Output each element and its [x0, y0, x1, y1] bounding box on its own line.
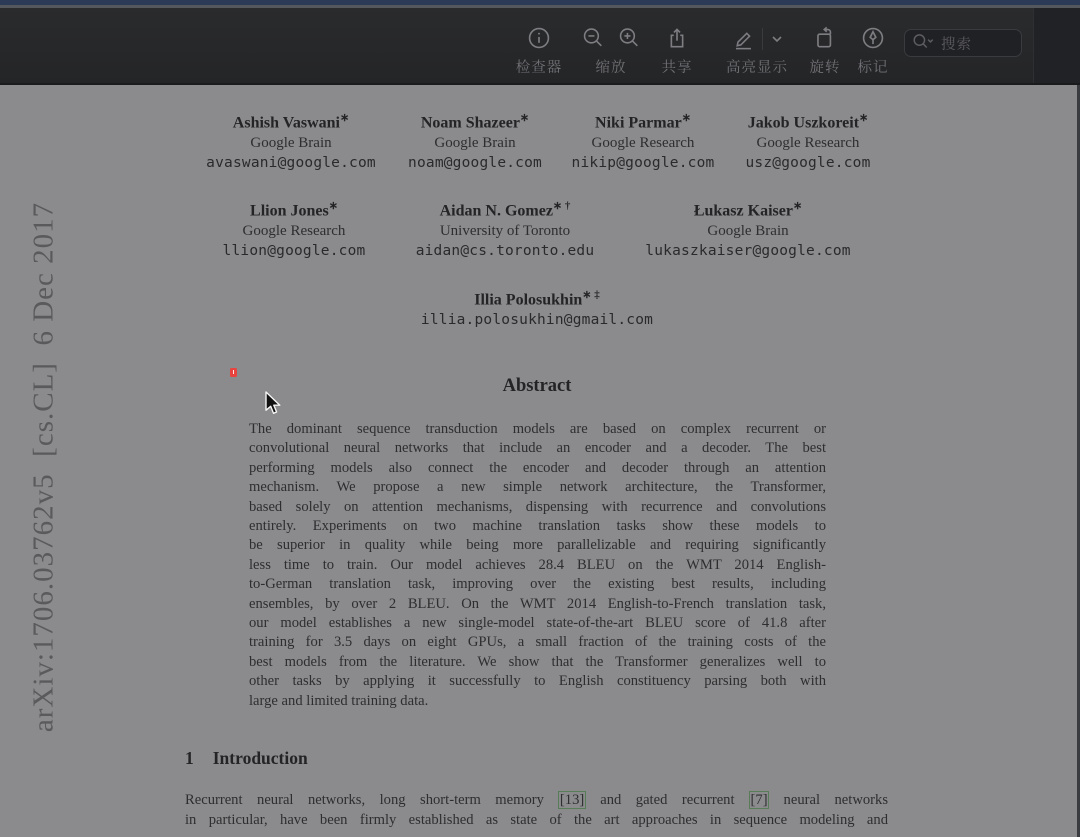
markup-label: 标记: [857, 60, 889, 76]
author-card: [645, 196, 850, 261]
author-name: Niki Parmar∗: [595, 112, 691, 132]
toolbar-right-seam: [1033, 8, 1080, 83]
abstract-line: performing models also connect the encoder and decoder through an attention: [249, 459, 826, 476]
highlight-divider: [762, 28, 763, 50]
author-name: Llion Jones∗: [250, 200, 338, 220]
author-card: [572, 108, 715, 173]
author-affiliation: Google Brain: [434, 135, 516, 152]
intro-paragraph: [185, 791, 888, 831]
document-page: [0, 85, 1080, 837]
annotation-note-icon[interactable]: [230, 368, 237, 377]
author-email: aidan@cs.toronto.edu: [415, 243, 595, 260]
author-affiliation: Google Brain: [707, 223, 789, 240]
intro-line: in particular, have been firmly established as state of the art approaches in sequence modeling and: [185, 811, 888, 828]
citation-link[interactable]: [7]: [750, 792, 768, 808]
author-email: avaswani@google.com: [206, 155, 376, 172]
info-icon: [526, 25, 552, 51]
search-icon: [912, 32, 936, 55]
share-icon: [664, 25, 690, 51]
abstract-line: entirely. Experiments on two machine translation tasks show these models to: [249, 518, 826, 535]
author-email: llion@google.com: [222, 243, 366, 260]
intro-line: Recurrent neural networks, long short-term memory [13] and gated recurrent [7] neural networks: [185, 792, 888, 808]
author-email: noam@google.com: [408, 155, 542, 172]
abstract-line: The dominant sequence transduction models are based on complex recurrent or: [249, 421, 826, 437]
search-input[interactable]: [904, 29, 1022, 57]
inspector-label: 检查器: [515, 60, 563, 76]
author-card: [416, 196, 595, 261]
abstract-line: ensembles, by over 2 BLEU. On the WMT 2014 English-to-French translation task,: [249, 595, 826, 612]
author-name: Aidan N. Gomez∗ †: [439, 200, 571, 220]
mouse-cursor: [264, 391, 286, 417]
abstract-line: to-German translation task, improving over the existing best results, including: [249, 576, 826, 593]
author-affiliation: Google Brain: [250, 135, 332, 152]
abstract-line: less time to train. Our model achieves 28.4 BLEU on the WMT 2014 English-: [249, 556, 826, 573]
author-name: Illia Polosukhin∗ ‡: [474, 289, 600, 309]
abstract-line: mechanism. We propose a new simple network architecture, the Transformer,: [249, 479, 826, 496]
author-email: usz@google.com: [745, 155, 871, 172]
section-title: Introduction: [212, 748, 308, 768]
section-number: 1: [185, 748, 194, 768]
author-affiliation: Google Research: [591, 135, 695, 152]
author-name: Łukasz Kaiser∗: [693, 200, 803, 220]
share-label: 共享: [661, 60, 693, 76]
zoom-in-icon[interactable]: [617, 25, 642, 50]
zoom-label: 缩放: [595, 60, 627, 76]
author-email: lukaszkaiser@google.com: [645, 243, 851, 260]
abstract-line: training for 3.5 days on eight GPUs, a small fraction of the training costs of the: [249, 634, 826, 651]
author-name: Noam Shazeer∗: [420, 112, 530, 132]
chevron-down-icon[interactable]: [769, 31, 785, 47]
abstract-line: best models from the literature. We show that the Transformer generalizes well to: [249, 653, 826, 670]
toolbar: [0, 5, 1080, 85]
author-affiliation: Google Research: [242, 223, 346, 240]
abstract-line: be superior in quality while being more parallelizable and requiring significantly: [249, 537, 826, 554]
author-email: illia.polosukhin@gmail.com: [420, 312, 654, 329]
rotate-icon: [812, 25, 838, 51]
section-heading: [185, 748, 308, 769]
markup-icon: [860, 25, 886, 51]
author-card: [745, 108, 870, 173]
author-name: Jakob Uszkoreit∗: [747, 112, 869, 132]
author-card: [223, 196, 366, 261]
author-card: [206, 108, 376, 173]
abstract-line: large and limited training data.: [249, 692, 429, 709]
abstract-title: Abstract: [502, 376, 572, 396]
abstract-line: other tasks by applying it successfully to English constituency parsing both with: [249, 673, 826, 690]
search-placeholder: 搜索: [941, 36, 972, 53]
highlight-pencil-icon[interactable]: [729, 25, 756, 52]
author-card: [408, 108, 542, 173]
highlight-button[interactable]: [702, 8, 812, 83]
citation-link[interactable]: [13]: [559, 792, 585, 808]
highlight-label: 高亮显示: [726, 60, 788, 76]
arxiv-watermark: arXiv:1706.03762v5 [cs.CL] 6 Dec 2017: [27, 201, 60, 733]
rotate-label: 旋转: [809, 60, 841, 76]
zoom-out-icon[interactable]: [581, 25, 606, 50]
author-affiliation: University of Toronto: [439, 223, 571, 240]
abstract-line: based solely on attention mechanisms, dispensing with recurrence and convolutions: [249, 498, 826, 515]
author-card: [421, 285, 653, 330]
author-email: nikip@google.com: [571, 155, 715, 172]
abstract-body: [249, 420, 826, 711]
zoom-buttons[interactable]: [571, 8, 651, 83]
author-name: Ashish Vaswani∗: [232, 112, 350, 132]
author-affiliation: Google Research: [756, 135, 860, 152]
abstract-line: our model establishes a new single-model state-of-the-art BLEU score of 41.8 after: [249, 615, 826, 632]
abstract-line: convolutional neural networks that include an encoder and a decoder. The best: [249, 440, 826, 457]
